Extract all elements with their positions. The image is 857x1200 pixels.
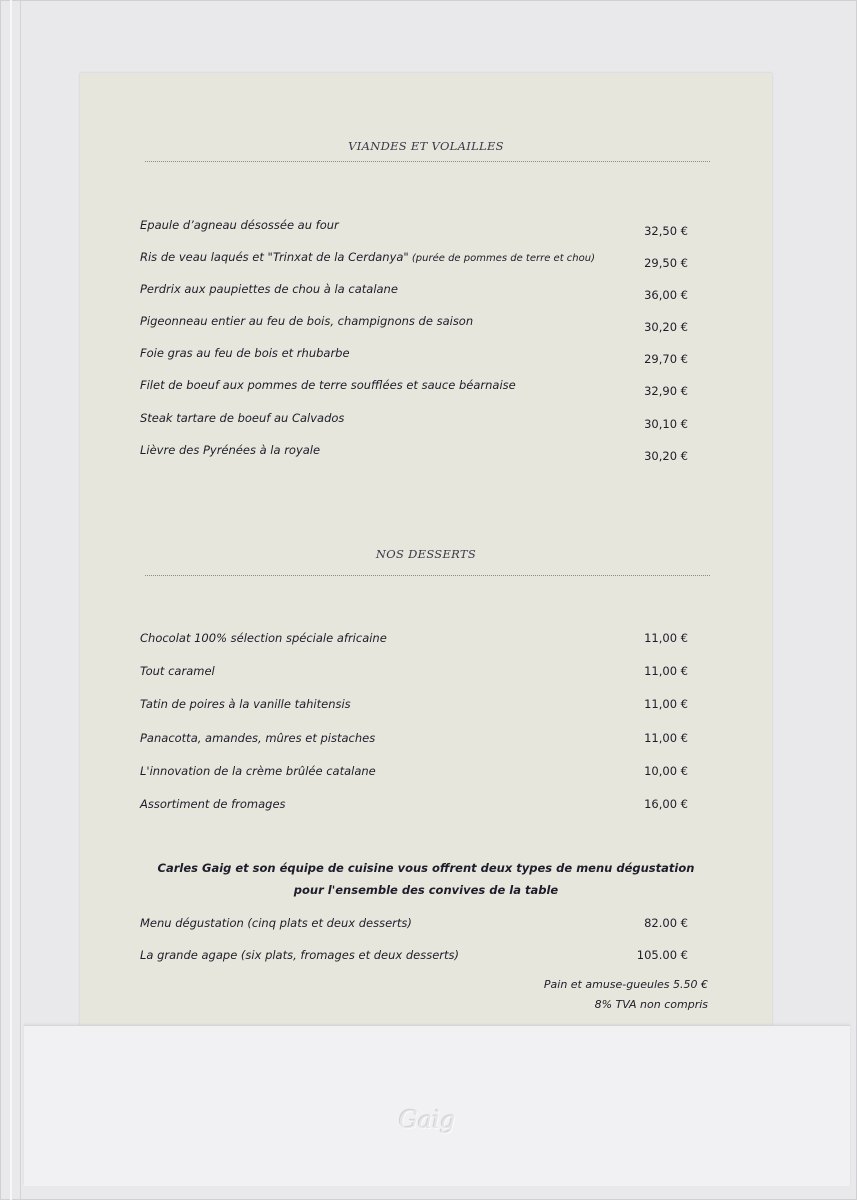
meat-item-price: 30,20 € (644, 320, 688, 334)
meat-item-5 (140, 346, 688, 366)
dessert-item-name: Tout caramel (140, 664, 215, 678)
meat-item-price: 29,50 € (644, 256, 688, 270)
meat-item-title: Ris de veau laqués et "Trinxat de la Cerdanya" (140, 250, 409, 264)
tasting-heading-line1: Carles Gaig et son équipe de cuisine vous offrent deux types de menu dégustation (157, 861, 695, 875)
meat-item-7 (140, 411, 688, 431)
tasting-menu-name: Menu dégustation (cinq plats et deux desserts) (140, 916, 412, 930)
dessert-item-4 (140, 731, 688, 751)
dessert-item-5 (140, 764, 688, 784)
menu-sheet (80, 73, 772, 1033)
meat-item-name: Pigeonneau entier au feu de bois, champignons de saison (140, 314, 474, 328)
meat-item-2 (140, 250, 688, 270)
meat-item-price: 32,50 € (644, 224, 688, 238)
folder-crease (20, 0, 21, 1200)
embossed-logo: Gaig (398, 1106, 456, 1134)
tasting-menu-name: La grande agape (six plats, fromages et deux desserts) (140, 948, 460, 962)
tasting-menu-price: 82.00 € (644, 916, 688, 930)
meat-item-price: 30,20 € (644, 449, 688, 463)
dessert-item-1 (140, 631, 688, 651)
tasting-menu-price: 105.00 € (636, 948, 688, 962)
dessert-item-price: 11,00 € (644, 731, 688, 745)
meat-item-name: Perdrix aux paupiettes de chou à la catalane (140, 282, 398, 296)
desserts-section-title: NOS DESSERTS (375, 547, 477, 561)
meat-item-1 (140, 218, 688, 238)
folder-pocket (24, 1025, 850, 1186)
dessert-item-6 (140, 797, 688, 817)
tasting-heading-line2: pour l'ensemble des convives de la table (293, 883, 559, 897)
meats-divider (145, 161, 710, 162)
meat-item-name: Foie gras au feu de bois et rhubarbe (140, 346, 350, 360)
dessert-item-price: 11,00 € (644, 697, 688, 711)
dessert-item-2 (140, 664, 688, 684)
meat-item-name: Filet de boeuf aux pommes de terre soufflées et sauce béarnaise (140, 378, 516, 392)
meat-item-4 (140, 314, 688, 334)
meat-item-name: Lièvre des Pyrénées à la royale (140, 443, 321, 457)
dessert-item-price: 10,00 € (644, 764, 688, 778)
meat-item-name (140, 250, 595, 264)
meat-item-name: Epaule d’agneau désossée au four (140, 218, 339, 232)
meat-item-price: 30,10 € (644, 417, 688, 431)
desserts-divider (145, 575, 710, 576)
folder-spine (10, 0, 12, 1200)
dessert-item-name: Panacotta, amandes, mûres et pistaches (140, 731, 376, 745)
meat-item-price: 36,00 € (644, 288, 688, 302)
dessert-item-price: 16,00 € (644, 797, 688, 811)
dessert-item-name: Assortiment de fromages (140, 797, 286, 811)
dessert-item-name: L'innovation de la crème brûlée catalane (140, 764, 376, 778)
tax-footnote: 8% TVA non compris (594, 998, 708, 1011)
dessert-item-name: Chocolat 100% sélection spéciale africaine (140, 631, 387, 645)
tasting-menu-1 (140, 916, 688, 936)
meat-item-name: Steak tartare de boeuf au Calvados (140, 411, 345, 425)
meat-item-note: (purée de pommes de terre et chou) (408, 253, 595, 264)
bread-footnote: Pain et amuse-gueules 5.50 € (543, 978, 708, 991)
meat-item-8 (140, 443, 688, 463)
dessert-item-price: 11,00 € (644, 664, 688, 678)
dessert-item-3 (140, 697, 688, 717)
meats-section-title: VIANDES ET VOLAILLES (348, 139, 504, 153)
tasting-menu-2 (140, 948, 688, 968)
dessert-item-price: 11,00 € (644, 631, 688, 645)
meat-item-6 (140, 378, 688, 398)
meat-item-price: 29,70 € (644, 352, 688, 366)
meat-item-3 (140, 282, 688, 302)
meat-item-price: 32,90 € (644, 384, 688, 398)
dessert-item-name: Tatin de poires à la vanille tahitensis (140, 697, 351, 711)
